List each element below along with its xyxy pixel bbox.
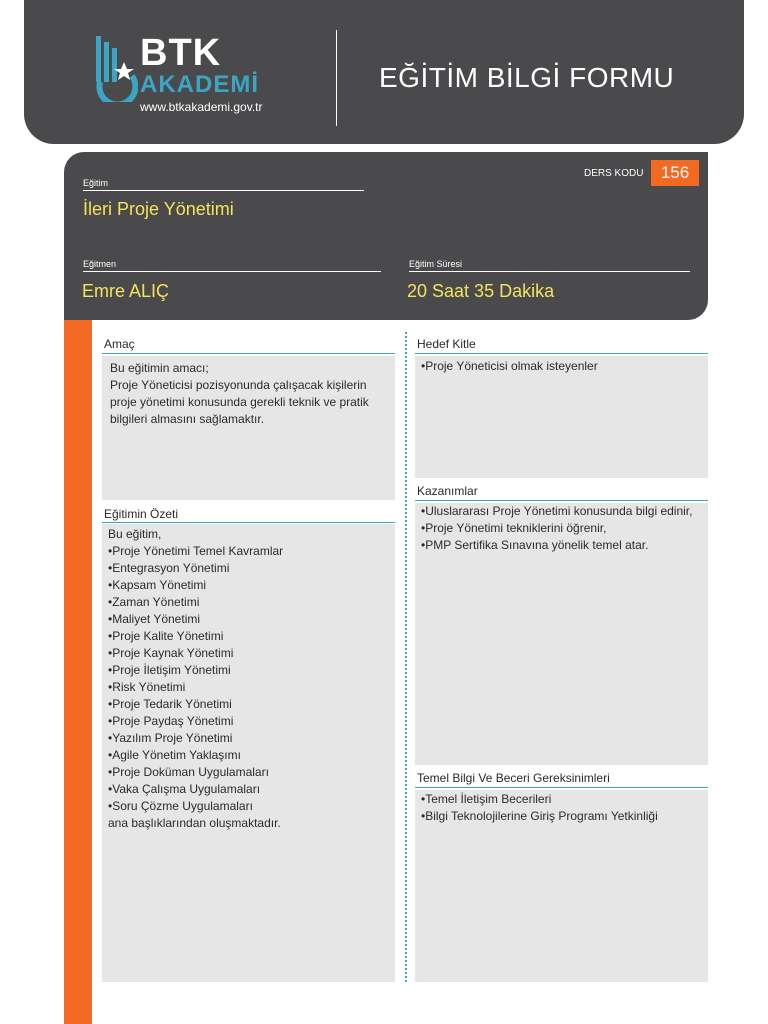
amac-line-3: proje yönetimi konusunda gerekli teknik ve pratik (110, 395, 369, 409)
website-link[interactable]: www.btkakademi.gov.tr (140, 100, 263, 114)
ozet-line-4: •Kapsam Yönetimi (108, 578, 207, 592)
course-info-panel (64, 152, 708, 320)
logo-akademi-text: AKADEMİ (140, 71, 259, 98)
kazanimlar-title: Kazanımlar (417, 484, 478, 498)
temel-bilgi-text (421, 791, 658, 825)
ozet-text (108, 526, 283, 832)
ozet-line-8: •Proje Kaynak Yönetimi (108, 646, 234, 660)
ozet-line-16: •Vaka Çalışma Uygulamaları (108, 782, 261, 796)
form-title: EĞİTİM BİLGİ FORMU (379, 62, 675, 93)
egitmen-underline (83, 271, 381, 272)
kazanimlar-item-1: •Uluslararası Proje Yönetimi konusunda bilgi edinir, (421, 504, 693, 518)
ozet-line-11: •Proje Tedarik Yönetimi (108, 697, 232, 711)
temel-bilgi-title: Temel Bilgi Ve Beceri Gereksinimleri (417, 771, 610, 785)
ozet-line-2: •Proje Yönetimi Temel Kavramlar (108, 544, 284, 558)
ozet-line-1: Bu eğitim, (108, 527, 162, 541)
amac-line-1: Bu eğitimin amacı; (110, 361, 209, 375)
hedef-kitle-title: Hedef Kitle (417, 337, 476, 351)
egitim-underline (83, 190, 364, 191)
amac-line-2: Proje Yöneticisi pozisyonunda çalışacak kişilerin (110, 378, 367, 392)
orange-side-bar (64, 200, 92, 1024)
kazanimlar-item-3: •PMP Sertifika Sınavına yönelik temel atar. (421, 538, 649, 552)
ozet-line-5: •Zaman Yönetimi (108, 595, 200, 609)
ozet-line-10: •Risk Yönetimi (108, 680, 186, 694)
page-header (24, 0, 744, 144)
amac-title: Amaç (104, 337, 135, 351)
temel-bilgi-line (415, 787, 708, 788)
ozet-line-17: •Soru Çözme Uygulamaları (108, 799, 253, 813)
ozet-line-15: •Proje Doküman Uygulamaları (108, 765, 269, 779)
hedef-kitle-item: •Proje Yöneticisi olmak isteyenler (421, 359, 598, 373)
column-divider (405, 332, 407, 982)
ders-kodu-value: 156 (651, 160, 699, 186)
kazanimlar-text (421, 503, 692, 554)
hedef-kitle-text (421, 358, 598, 375)
ozet-line-3: •Entegrasyon Yönetimi (108, 561, 230, 575)
ozet-line-13: •Yazılım Proje Yönetimi (108, 731, 233, 745)
logo-btk-text: BTK (140, 32, 222, 74)
ozet-line-7: •Proje Kalite Yönetimi (108, 629, 224, 643)
kazanimlar-item-2: •Proje Yönetimi tekniklerini öğrenir, (421, 521, 607, 535)
ozet-line-9: •Proje İletişim Yönetimi (108, 663, 231, 677)
amac-line-4: bilgileri almasını sağlamaktır. (110, 412, 265, 426)
egitmen-value: Emre ALIÇ (82, 281, 170, 301)
egitim-value: İleri Proje Yönetimi (83, 199, 234, 219)
sure-label: Eğitim Süresi (409, 259, 463, 269)
btk-logo-icon (94, 32, 138, 102)
egitim-label: Eğitim (83, 178, 109, 188)
ozet-line-14: •Agile Yönetim Yaklaşımı (108, 748, 241, 762)
amac-text (110, 360, 369, 428)
ozet-line (102, 522, 395, 523)
ozet-line-6: •Maliyet Yönetimi (108, 612, 201, 626)
sure-value: 20 Saat 35 Dakika (407, 281, 555, 301)
sure-underline (409, 271, 690, 272)
btk-akademi-logo (94, 30, 294, 120)
temel-bilgi-item-2: •Bilgi Teknolojilerine Giriş Programı Yetkinliği (421, 809, 658, 823)
kazanimlar-line (415, 500, 708, 501)
header-divider (336, 30, 337, 126)
ozet-line-12: •Proje Paydaş Yönetimi (108, 714, 234, 728)
egitmen-label: Eğitmen (83, 259, 117, 269)
amac-line (102, 353, 395, 354)
ozet-line-18: ana başlıklarından oluşmaktadır. (108, 816, 281, 830)
ders-kodu-label: DERS KODU (584, 168, 644, 179)
temel-bilgi-item-1: •Temel İletişim Becerileri (421, 792, 552, 806)
hedef-kitle-line (415, 353, 708, 354)
ozet-title: Eğitimin Özeti (104, 507, 179, 521)
